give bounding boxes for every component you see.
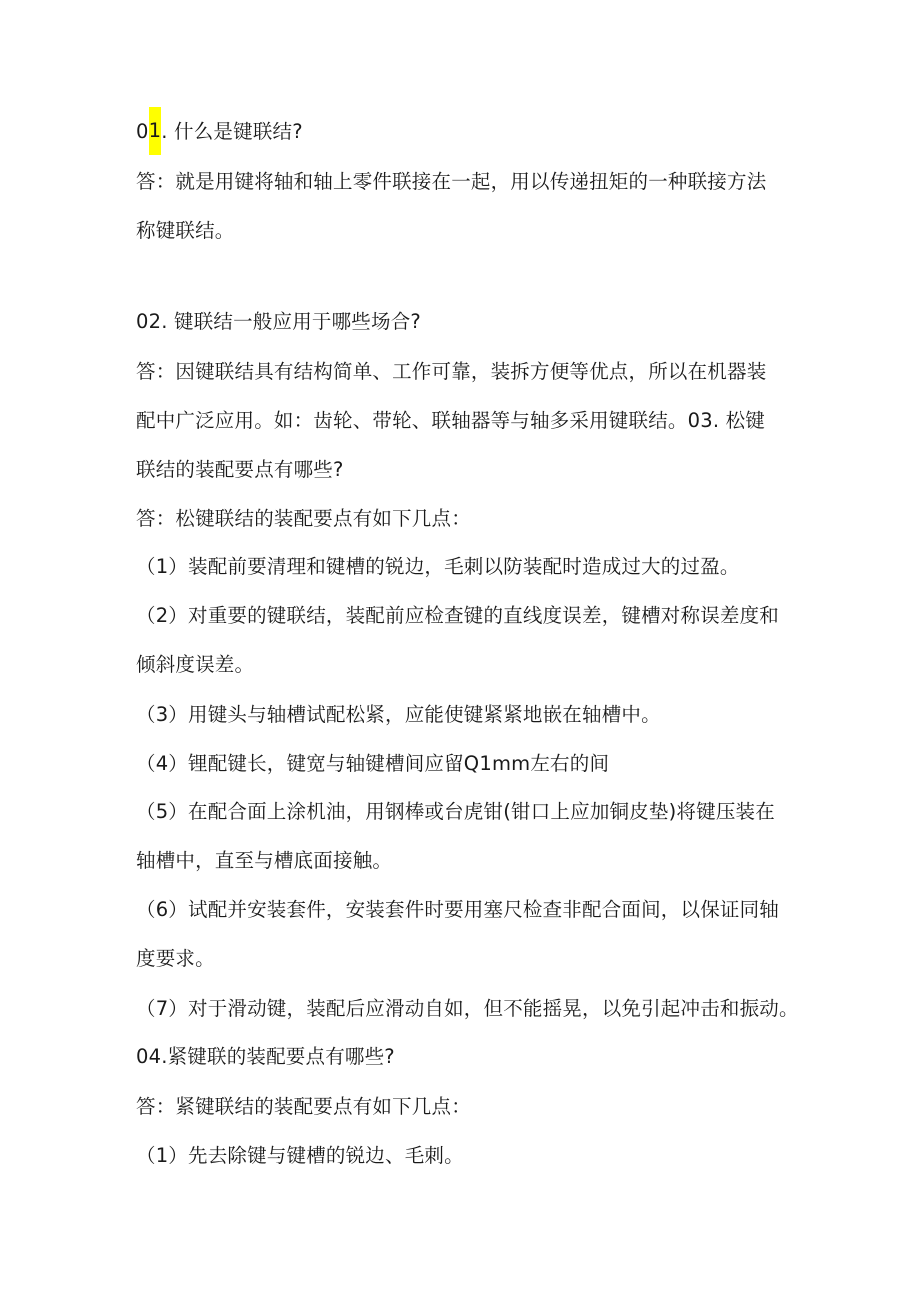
answer-3-item-2-line-1: （2）对重要的键联结，装配前应检查键的直线度误差，键槽对称误差度和	[136, 604, 780, 627]
answer-1-line-1: 答：就是用键将轴和轴上零件联接在一起，用以传递扭矩的一种联接方法	[136, 170, 767, 193]
answer-3-item-3: （3）用键头与轴槽试配松紧，应能使键紧紧地嵌在轴槽中。	[136, 703, 661, 726]
answer-3-item-7: （7）对于滑动键，装配后应滑动自如，但不能摇晃，以免引起冲击和振动。	[136, 997, 799, 1020]
question-1-text: . 什么是键联结?	[161, 120, 303, 143]
question-1-highlight: 1	[149, 107, 162, 155]
answer-3-item-2-line-2: 倾斜度误差。	[136, 653, 255, 676]
answer-2-line-3: 联结的装配要点有哪些?	[136, 458, 344, 481]
answer-4-item-1: （1）先去除键与键槽的锐边、毛刺。	[136, 1144, 464, 1167]
question-1-title	[136, 118, 303, 147]
question-1-number-prefix: 0	[136, 120, 149, 143]
answer-1-line-2: 称键联结。	[136, 219, 235, 242]
question-4-title: 04.紧键联的装配要点有哪些?	[136, 1045, 395, 1068]
answer-3-item-4: （4）锂配键长，键宽与轴键槽间应留Q1mm左右的间	[136, 752, 610, 775]
answer-3-intro: 答：松键联结的装配要点有如下几点：	[136, 507, 471, 530]
question-2-title: 02. 键联结一般应用于哪些场合?	[136, 310, 421, 333]
answer-3-item-1: （1）装配前要清理和键槽的锐边，毛刺以防装配时造成过大的过盈。	[136, 555, 740, 578]
answer-4-intro: 答：紧键联结的装配要点有如下几点：	[136, 1095, 471, 1118]
answer-3-item-6-line-1: （6）试配并安装套件，安装套件时要用塞尺检查非配合面间，以保证同轴	[136, 898, 780, 921]
answer-3-item-6-line-2: 度要求。	[136, 947, 215, 970]
answer-3-item-5-line-2: 轴槽中，直至与槽底面接触。	[136, 849, 393, 872]
answer-2-line-1: 答：因键联结具有结构简单、工作可靠，装拆方便等优点，所以在机器装	[136, 360, 767, 383]
answer-3-item-5-line-1: （5）在配合面上涂机油，用钢棒或台虎钳(钳口上应加铜皮垫)将键压装在	[136, 800, 775, 823]
answer-2-line-2: 配中广泛应用。如：齿轮、带轮、联轴器等与轴多采用键联结。03. 松键	[136, 409, 766, 432]
